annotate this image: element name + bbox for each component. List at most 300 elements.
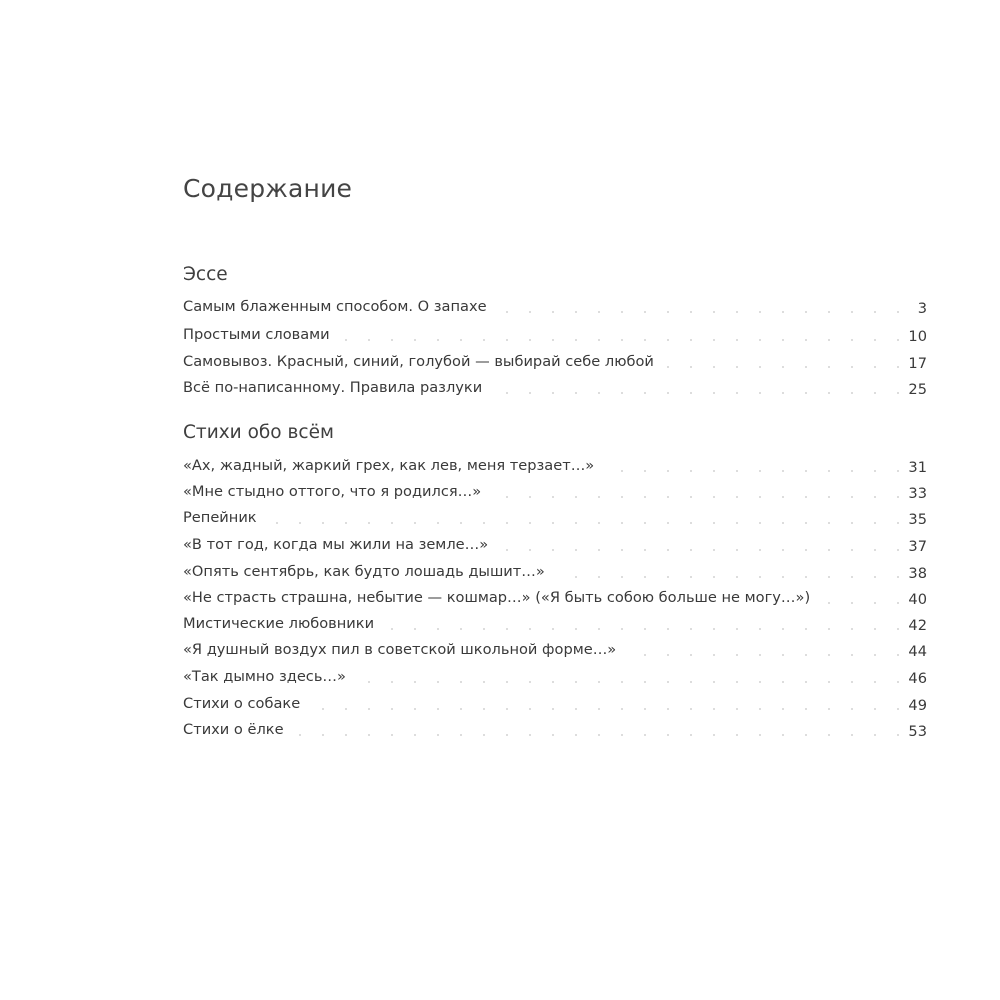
leader-dot [828,681,830,683]
leader-dot [828,366,830,368]
leader-dot [759,311,761,313]
dot-leader [183,329,927,349]
leader-dot [851,522,853,524]
leader-dot [529,628,531,630]
leader-dot [805,708,807,710]
dot-leader [183,512,927,532]
entry-title: «Мне стыдно оттого, что я родился…» [183,483,482,500]
leader-dot [851,311,853,313]
leader-dot [851,549,853,551]
leader-dot [805,576,807,578]
leader-dot [529,734,531,736]
toc-entry[interactable] [183,376,927,402]
leader-dot [368,708,370,710]
leader-dot [621,576,623,578]
leader-dot [667,654,669,656]
leader-dot [345,734,347,736]
entry-page-number: 37 [908,538,927,555]
leader-dot [414,708,416,710]
leader-dot [828,576,830,578]
leader-dot [575,549,577,551]
leader-dot [782,576,784,578]
leader-dot [552,628,554,630]
leader-dot [621,681,623,683]
leader-dot [690,366,692,368]
leader-dot [851,654,853,656]
leader-dot [529,681,531,683]
leader-dot [690,628,692,630]
leader-dot [782,339,784,341]
entry-title: «Не страсть страшна, небытие — кошмар…» («Я быть собою больше не могу…») [183,589,811,606]
leader-dot [713,576,715,578]
toc-entry[interactable] [183,295,927,321]
leader-dot [690,576,692,578]
leader-dot [874,366,876,368]
dot-leader [183,566,927,586]
leader-dot [529,522,531,524]
leader-dot [874,708,876,710]
entry-page-number: 10 [908,328,927,345]
leader-dot [897,339,899,341]
leader-dot [736,628,738,630]
leader-dot [736,681,738,683]
leader-dot [851,496,853,498]
toc-entry[interactable] [183,323,927,349]
leader-dot [598,311,600,313]
leader-dot [414,628,416,630]
toc-entry[interactable] [183,454,927,480]
entry-title: «Я душный воздух пил в советской школьной форме…» [183,641,617,658]
leader-dot [782,708,784,710]
leader-dot [506,549,508,551]
entry-page-number: 25 [908,381,927,398]
entry-title: «Опять сентябрь, как будто лошадь дышит…» [183,563,545,580]
leader-dot [897,602,899,604]
leader-dot [897,470,899,472]
entry-page-number: 17 [908,355,927,372]
leader-dot [552,708,554,710]
leader-dot [736,366,738,368]
leader-dot [782,392,784,394]
leader-dot [483,522,485,524]
leader-dot [552,339,554,341]
leader-dot [506,708,508,710]
leader-dot [805,366,807,368]
leader-dot [575,522,577,524]
leader-dot [736,311,738,313]
leader-dot [598,522,600,524]
leader-dot [437,522,439,524]
leader-dot [598,392,600,394]
entry-page-number: 46 [908,670,927,687]
leader-dot [874,549,876,551]
leader-dot [575,681,577,683]
leader-dot [552,549,554,551]
leader-dot [782,628,784,630]
leader-dot [690,522,692,524]
leader-dot [828,628,830,630]
toc-entry[interactable] [183,586,927,612]
leader-dot [713,708,715,710]
leader-dot [713,392,715,394]
leader-dot [897,392,899,394]
leader-dot [874,734,876,736]
leader-dot [828,708,830,710]
toc-entry[interactable] [183,506,927,532]
leader-dot [690,708,692,710]
leader-dot [805,311,807,313]
leader-dot [851,628,853,630]
entry-page-number: 3 [917,300,927,317]
leader-dot [506,339,508,341]
leader-dot [874,576,876,578]
leader-dot [299,734,301,736]
dot-leader [183,592,927,612]
entry-title: Простыми словами [183,326,330,343]
dot-leader [183,356,927,376]
leader-dot [529,339,531,341]
leader-dot [782,311,784,313]
leader-dot [598,708,600,710]
dot-leader [183,539,927,559]
leader-dot [598,496,600,498]
entry-title: Самовывоз. Красный, синий, голубой — выбирай себе любой [183,353,654,370]
leader-dot [805,496,807,498]
leader-dot [690,549,692,551]
leader-dot [805,339,807,341]
leader-dot [506,628,508,630]
leader-dot [667,576,669,578]
leader-dot [736,654,738,656]
entry-title: Репейник [183,509,257,526]
entry-title: Самым блаженным способом. О запахе [183,298,487,315]
leader-dot [828,549,830,551]
leader-dot [874,470,876,472]
leader-dot [644,392,646,394]
leader-dot [690,496,692,498]
leader-dot [736,522,738,524]
leader-dot [437,681,439,683]
toc-entry[interactable] [183,718,927,744]
leader-dot [713,628,715,630]
leader-dot [736,549,738,551]
leader-dot [667,708,669,710]
leader-dot [437,628,439,630]
leader-dot [874,311,876,313]
leader-dot [414,522,416,524]
leader-dot [874,602,876,604]
entry-title: «В тот год, когда мы жили на земле…» [183,536,489,553]
leader-dot [897,549,899,551]
leader-dot [414,339,416,341]
leader-dot [460,681,462,683]
leader-dot [736,392,738,394]
leader-dot [851,734,853,736]
leader-dot [483,628,485,630]
leader-dot [874,392,876,394]
leader-dot [644,496,646,498]
leader-dot [690,734,692,736]
entry-title: Стихи о ёлке [183,721,284,738]
leader-dot [713,549,715,551]
toc-entry[interactable] [183,480,927,506]
leader-dot [621,708,623,710]
leader-dot [690,470,692,472]
leader-dot [322,522,324,524]
leader-dot [690,654,692,656]
leader-dot [345,522,347,524]
leader-dot [897,654,899,656]
entry-page-number: 38 [908,565,927,582]
leader-dot [598,628,600,630]
leader-dot [644,681,646,683]
leader-dot [368,681,370,683]
leader-dot [575,734,577,736]
leader-dot [644,339,646,341]
leader-dot [851,576,853,578]
leader-dot [345,339,347,341]
leader-dot [851,708,853,710]
leader-dot [552,522,554,524]
leader-dot [483,681,485,683]
toc-entry[interactable] [183,533,927,559]
leader-dot [759,576,761,578]
leader-dot [805,392,807,394]
leader-dot [759,470,761,472]
dot-leader [183,698,927,718]
leader-dot [667,392,669,394]
leader-dot [437,708,439,710]
entry-title: «Так дымно здесь…» [183,668,346,685]
leader-dot [759,366,761,368]
dot-leader [183,301,927,321]
leader-dot [644,470,646,472]
entry-page-number: 31 [908,459,927,476]
leader-dot [345,708,347,710]
leader-dot [828,392,830,394]
leader-dot [828,602,830,604]
leader-dot [598,339,600,341]
section-heading-poems: Стихи обо всём [183,422,334,443]
leader-dot [506,392,508,394]
leader-dot [897,366,899,368]
leader-dot [667,681,669,683]
leader-dot [874,339,876,341]
leader-dot [828,522,830,524]
leader-dot [782,734,784,736]
leader-dot [667,549,669,551]
leader-dot [598,734,600,736]
leader-dot [874,628,876,630]
leader-dot [299,522,301,524]
leader-dot [621,549,623,551]
leader-dot [713,496,715,498]
leader-dot [805,549,807,551]
entry-page-number: 49 [908,697,927,714]
leader-dot [897,628,899,630]
dot-leader [183,671,927,691]
leader-dot [621,522,623,524]
leader-dot [368,339,370,341]
leader-dot [575,496,577,498]
leader-dot [391,628,393,630]
toc-entry[interactable] [183,560,927,586]
leader-dot [805,628,807,630]
entry-page-number: 53 [908,723,927,740]
entry-title: Стихи о собаке [183,695,301,712]
leader-dot [759,392,761,394]
leader-dot [851,681,853,683]
leader-dot [644,522,646,524]
leader-dot [598,576,600,578]
leader-dot [897,522,899,524]
leader-dot [529,392,531,394]
leader-dot [851,602,853,604]
leader-dot [759,681,761,683]
leader-dot [391,339,393,341]
leader-dot [736,708,738,710]
dot-leader [183,644,927,664]
leader-dot [713,470,715,472]
leader-dot [667,522,669,524]
leader-dot [759,734,761,736]
leader-dot [598,681,600,683]
dot-leader [183,486,927,506]
leader-dot [322,734,324,736]
leader-dot [506,311,508,313]
leader-dot [713,339,715,341]
leader-dot [828,339,830,341]
leader-dot [759,708,761,710]
leader-dot [851,339,853,341]
leader-dot [736,734,738,736]
entry-page-number: 40 [908,591,927,608]
leader-dot [621,470,623,472]
leader-dot [506,734,508,736]
toc-entry[interactable] [183,350,927,376]
entry-page-number: 44 [908,643,927,660]
leader-dot [828,654,830,656]
leader-dot [598,549,600,551]
leader-dot [690,339,692,341]
leader-dot [897,311,899,313]
leader-dot [667,496,669,498]
leader-dot [667,366,669,368]
leader-dot [529,311,531,313]
leader-dot [644,576,646,578]
leader-dot [828,311,830,313]
leader-dot [506,681,508,683]
leader-dot [874,496,876,498]
leader-dot [828,470,830,472]
leader-dot [483,708,485,710]
leader-dot [460,339,462,341]
leader-dot [552,311,554,313]
leader-dot [368,522,370,524]
leader-dot [644,311,646,313]
leader-dot [667,734,669,736]
leader-dot [391,681,393,683]
leader-dot [667,470,669,472]
leader-dot [874,522,876,524]
leader-dot [851,392,853,394]
leader-dot [483,734,485,736]
leader-dot [575,339,577,341]
leader-dot [529,549,531,551]
leader-dot [828,734,830,736]
leader-dot [782,470,784,472]
leader-dot [828,496,830,498]
leader-dot [621,734,623,736]
leader-dot [713,654,715,656]
leader-dot [460,708,462,710]
leader-dot [851,470,853,472]
leader-dot [736,496,738,498]
leader-dot [805,654,807,656]
leader-dot [782,496,784,498]
leader-dot [644,628,646,630]
leader-dot [667,628,669,630]
leader-dot [414,734,416,736]
leader-dot [621,496,623,498]
leader-dot [529,708,531,710]
leader-dot [759,339,761,341]
leader-dot [736,576,738,578]
leader-dot [897,734,899,736]
leader-dot [851,366,853,368]
leader-dot [644,654,646,656]
toc-entry[interactable] [183,692,927,718]
leader-dot [782,681,784,683]
leader-dot [391,734,393,736]
leader-dot [782,654,784,656]
entry-title: Всё по-написанному. Правила разлуки [183,379,483,396]
leader-dot [575,392,577,394]
leader-dot [667,311,669,313]
dot-leader [183,382,927,402]
leader-dot [621,311,623,313]
dot-leader [183,618,927,638]
leader-dot [644,708,646,710]
leader-dot [897,708,899,710]
leader-dot [690,311,692,313]
leader-dot [667,339,669,341]
toc-entry[interactable] [183,665,927,691]
leader-dot [897,681,899,683]
leader-dot [782,549,784,551]
leader-dot [874,654,876,656]
leader-dot [713,734,715,736]
leader-dot [690,681,692,683]
leader-dot [759,549,761,551]
toc-entry[interactable] [183,638,927,664]
leader-dot [575,628,577,630]
leader-dot [621,339,623,341]
leader-dot [437,339,439,341]
toc-entry[interactable] [183,612,927,638]
toc-title: Содержание [183,174,353,203]
dot-leader [183,460,927,480]
leader-dot [529,496,531,498]
leader-dot [897,576,899,578]
leader-dot [575,708,577,710]
leader-dot [552,734,554,736]
leader-dot [575,311,577,313]
leader-dot [736,470,738,472]
leader-dot [552,392,554,394]
leader-dot [805,681,807,683]
entry-title: Мистические любовники [183,615,375,632]
